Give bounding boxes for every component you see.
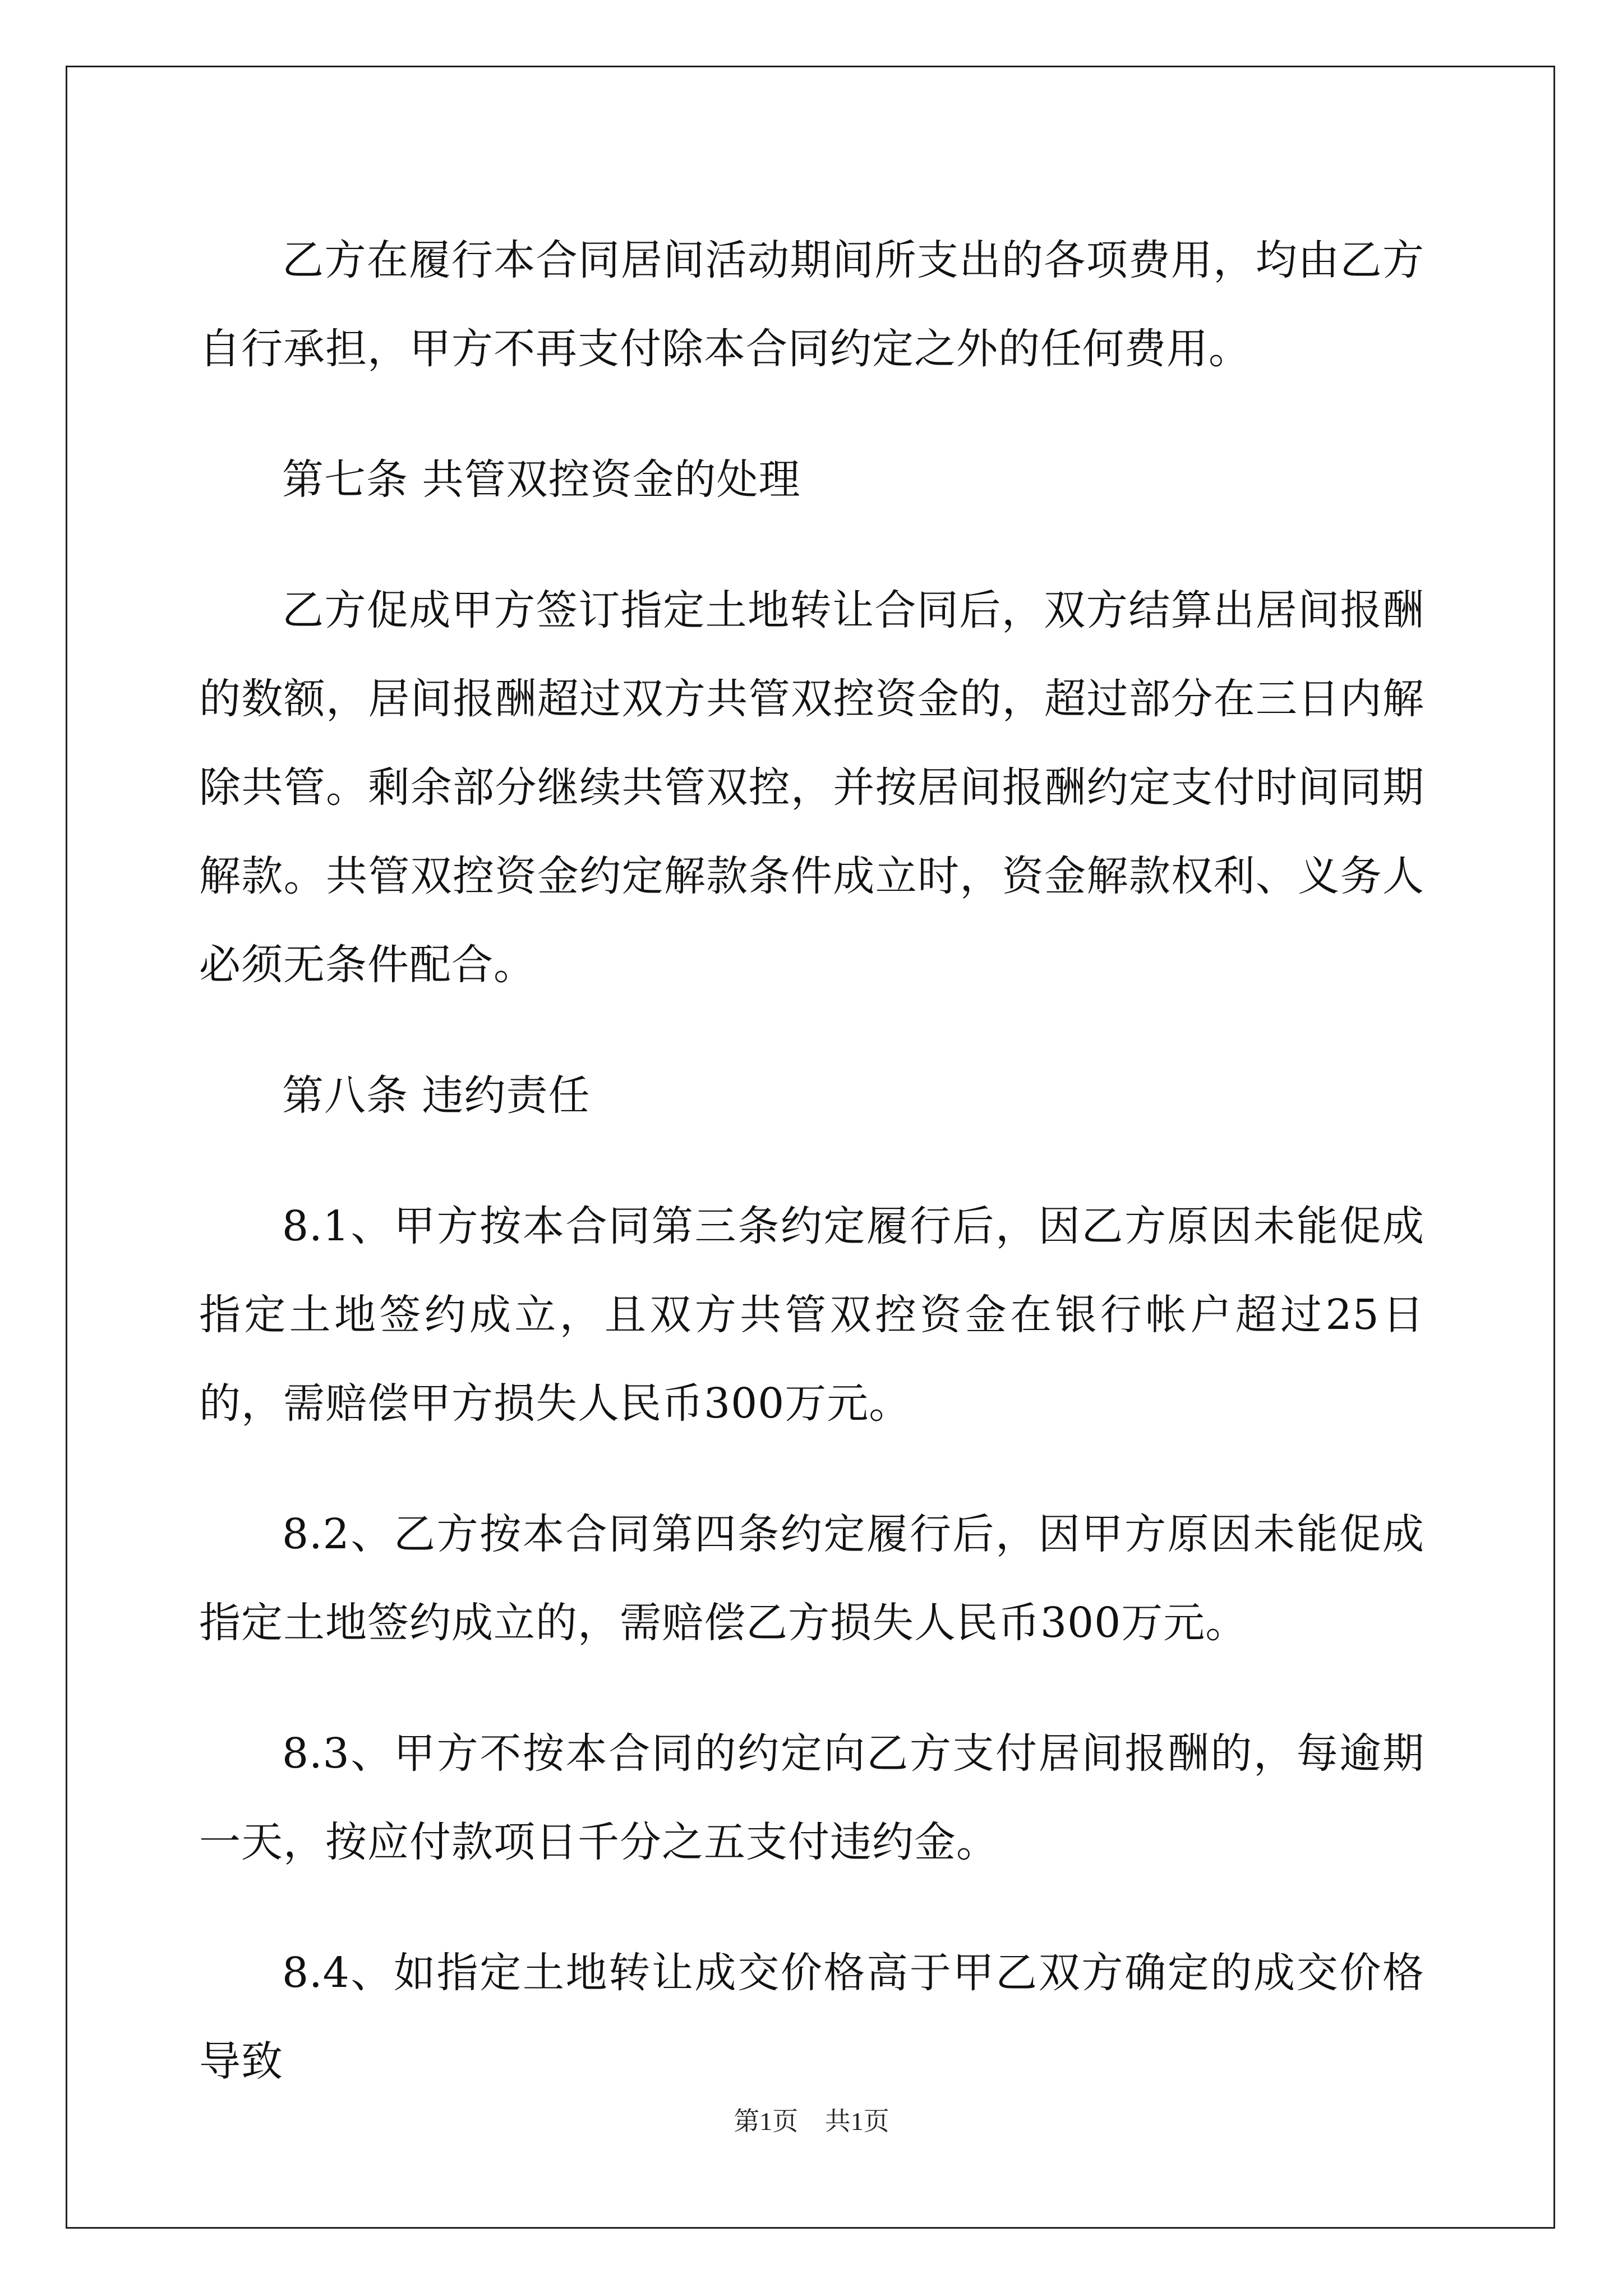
page-footer: [0, 2101, 1623, 2138]
page-number-total: 共1页: [824, 2107, 889, 2136]
heading-article-8: 第八条 违约责任: [282, 1071, 591, 1120]
paragraph-expenses: 乙方在履行本合同居间活动期间所支出的各项费用，均由乙方自行承担，甲方不再支付除本合同约定之外的任何费用。: [199, 236, 1424, 373]
paragraph-joint-fund: 乙方促成甲方签订指定土地转让合同后，双方结算出居间报酬的数额，居间报酬超过双方共管双控资金的，超过部分在三日内解除共管。剩余部分继续共管双控，并按居间报酬约定支付时间同期解款。共管双控资金约定解款条件成立时，资金解款权利、义务人必须无条件配合。: [199, 586, 1424, 989]
paragraph-clause-8-2: 8.2、乙方按本合同第四条约定履行后，因甲方原因未能促成指定土地签约成立的，需赔偿乙方损失人民币300万元。: [199, 1510, 1424, 1647]
paragraph-clause-8-3: 8.3、甲方不按本合同的约定向乙方支付居间报酬的，每逾期一天，按应付款项日千分之五支付违约金。: [199, 1729, 1424, 1866]
paragraph-clause-8-1: 8.1、甲方按本合同第三条约定履行后，因乙方原因未能促成指定土地签约成立，且双方共管双控资金在银行帐户超过25日的，需赔偿甲方损失人民币300万元。: [199, 1202, 1424, 1428]
paragraph-clause-8-4: 8.4、如指定土地转让成交价格高于甲乙双方确定的成交价格导致: [199, 1949, 1424, 2086]
page-number-current: 第1页: [734, 2107, 799, 2136]
document-body: [199, 216, 1424, 2148]
heading-article-7: 第七条 共管双控资金的处理: [282, 455, 801, 504]
